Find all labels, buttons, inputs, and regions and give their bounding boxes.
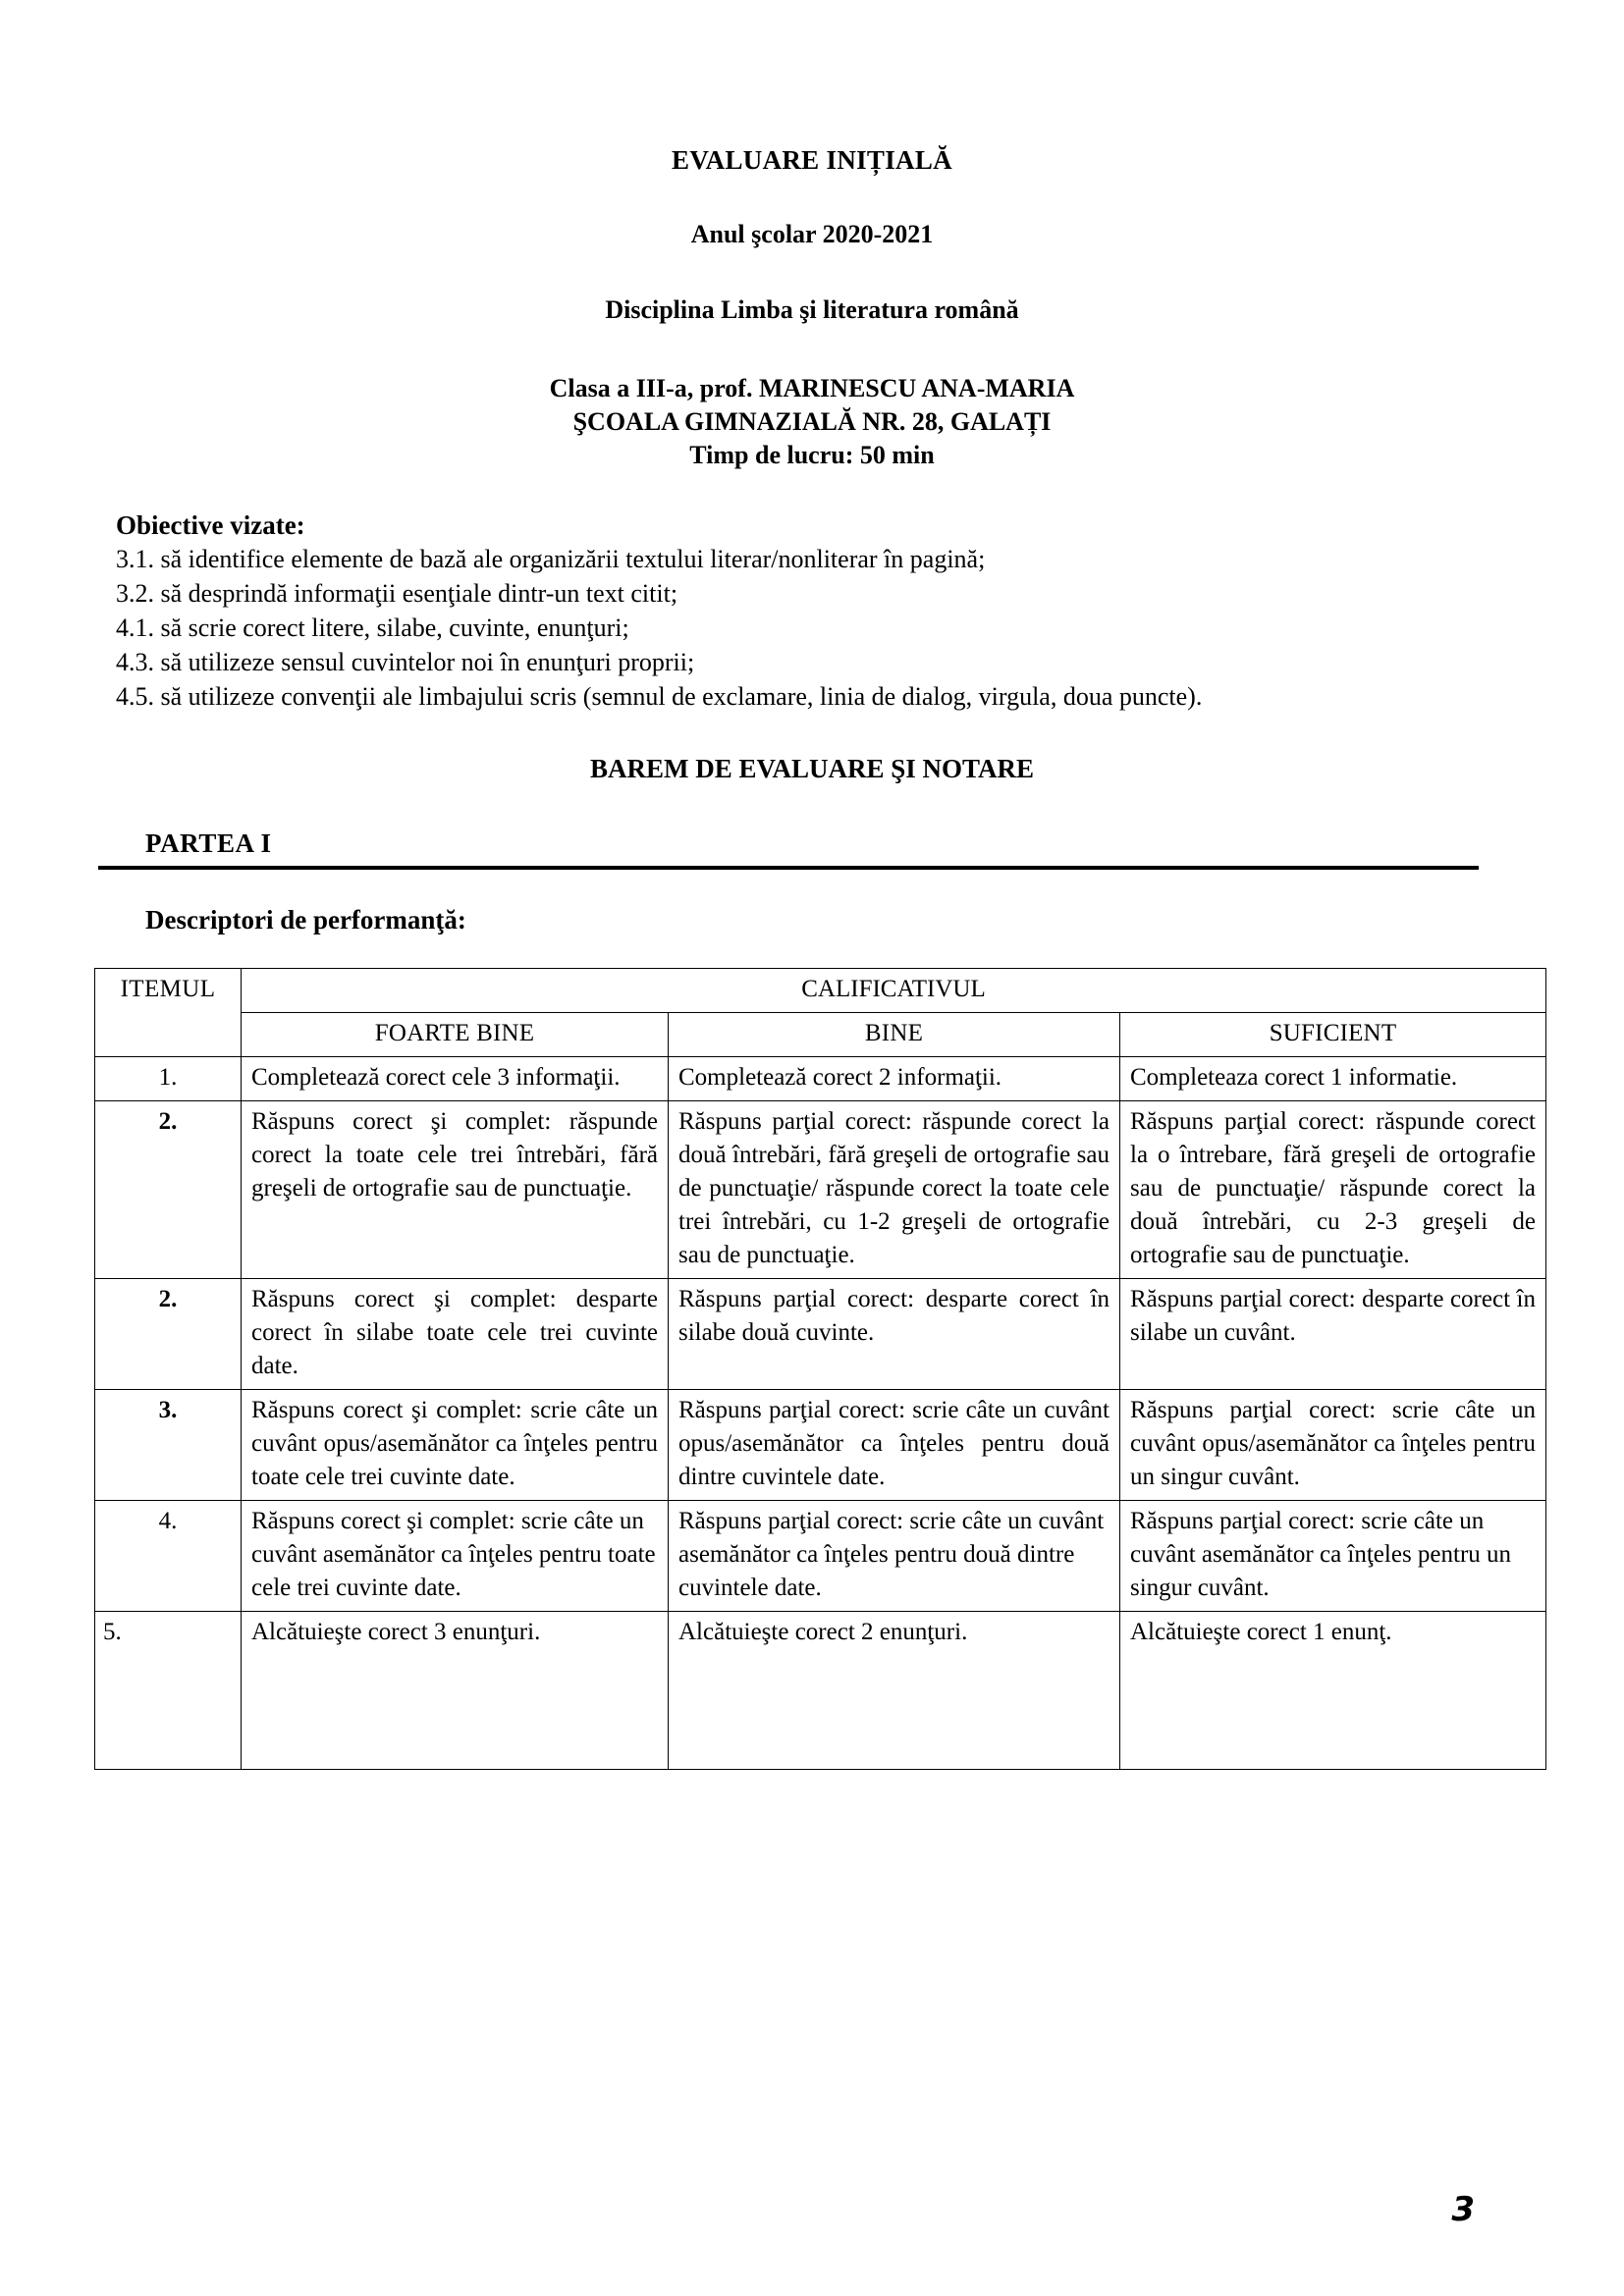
descriptor-bine: Răspuns parţial corect: desparte corect în silabe două cuvinte.: [669, 1279, 1120, 1390]
list-item: 3.2. să desprindă informaţii esenţiale dintr-un text citit;: [116, 579, 678, 609]
list-item: 3.1. să identifice elemente de bază ale organizării textului literar/nonliterar în pagină;: [116, 545, 986, 574]
partea-label: PARTEA I: [145, 828, 272, 859]
barem-table-wrapper: [0, 968, 1624, 1770]
page-title: EVALUARE INIȚIALĂ: [672, 145, 952, 175]
item-number: 4.: [95, 1501, 242, 1612]
column-header-foarte-bine: FOARTE BINE: [242, 1013, 669, 1057]
table-row: [95, 1101, 1546, 1279]
class-teacher-line: Clasa a III-a, prof. MARINESCU ANA-MARIA: [549, 374, 1075, 402]
table-header-row-group: [95, 969, 1546, 1013]
objectives-list: [116, 543, 1526, 715]
table-row: [95, 1612, 1546, 1770]
column-header-bine: BINE: [669, 1013, 1120, 1057]
list-item: 4.1. să scrie corect litere, silabe, cuvinte, enunţuri;: [116, 614, 629, 643]
descriptor-foarte-bine: Completează corect cele 3 informaţii.: [242, 1057, 669, 1101]
list-item: 4.3. să utilizeze sensul cuvintelor noi în enunţuri proprii;: [116, 648, 695, 677]
class-info-group: [0, 325, 1624, 471]
table-row: [95, 1390, 1546, 1501]
item-number: 2.: [95, 1279, 242, 1390]
descriptor-bine: Răspuns parţial corect: răspunde corect la două întrebări, fără greşeli de ortografie sau de punctuaţie/ răspunde corect la toate cele trei întrebări, cu 1-2 greşeli de ortografie sau de punctuaţie.: [669, 1101, 1120, 1279]
column-header-suficient: SUFICIENT: [1120, 1013, 1546, 1057]
table-body: [95, 1057, 1546, 1770]
objectives-title: Obiective vizate:: [116, 510, 305, 541]
descriptor-foarte-bine: Răspuns corect şi complet: scrie câte un cuvânt asemănător ca înţeles pentru toate cele trei cuvinte date.: [242, 1501, 669, 1612]
descriptori-label: Descriptori de performanţă:: [145, 905, 466, 935]
page-number: 3: [1451, 2190, 1475, 2229]
descriptor-foarte-bine: Răspuns corect şi complet: desparte corect în silabe toate cele trei cuvinte date.: [242, 1279, 669, 1390]
school-year-line: Anul şcolar 2020-2021: [690, 220, 934, 248]
descriptor-suficient: Răspuns parţial corect: scrie câte un cuvânt asemănător ca înţeles pentru un singur cuvânt.: [1120, 1501, 1546, 1612]
descriptor-foarte-bine: Alcătuieşte corect 3 enunţuri.: [242, 1612, 669, 1770]
discipline-line: Disciplina Limba şi literatura română: [605, 295, 1019, 324]
table-row: [95, 1501, 1546, 1612]
descriptor-suficient: Răspuns parţial corect: scrie câte un cuvânt opus/asemănător ca înţeles pentru un singur cuvânt.: [1120, 1390, 1546, 1501]
column-header-itemul: ITEMUL: [95, 969, 242, 1057]
table-row: [95, 1057, 1546, 1101]
item-number: 2.: [95, 1101, 242, 1279]
descriptor-bine: Răspuns parţial corect: scrie câte un cuvânt opus/asemănător ca înţeles pentru două dintre cuvintele date.: [669, 1390, 1120, 1501]
barem-table: [94, 968, 1546, 1770]
descriptor-suficient: Răspuns parţial corect: răspunde corect la o întrebare, fără greşeli de ortografie sau de punctuaţie/ răspunde corect la două întrebări, cu 2-3 greşeli de ortografie sau de punctuaţie.: [1120, 1101, 1546, 1279]
item-number: 1.: [95, 1057, 242, 1101]
section-divider: [98, 866, 1479, 870]
table-head: [95, 969, 1546, 1057]
descriptor-bine: Răspuns parţial corect: scrie câte un cuvânt asemănător ca înţeles pentru două dintre cuvintele date.: [669, 1501, 1120, 1612]
partea-section: [0, 828, 1624, 870]
list-item: 4.5. să utilizeze convenţii ale limbajului scris (semnul de exclamare, linia de dialog, virgula, doua puncte).: [116, 682, 1203, 712]
descriptor-foarte-bine: Răspuns corect şi complet: răspunde corect la toate cele trei întrebări, fără greşeli de ortografie sau de punctuaţie.: [242, 1101, 669, 1279]
school-name-line: ŞCOALA GIMNAZIALĂ NR. 28, GALAȚI: [572, 406, 1052, 436]
work-time-line: Timp de lucru: 50 min: [689, 440, 935, 469]
descriptor-bine: Alcătuieşte corect 2 enunţuri.: [669, 1612, 1120, 1770]
descriptor-suficient: Completeaza corect 1 informatie.: [1120, 1057, 1546, 1101]
descriptor-foarte-bine: Răspuns corect şi complet: scrie câte un cuvânt opus/asemănător ca înţeles pentru toate cele trei cuvinte date.: [242, 1390, 669, 1501]
item-number: 5.: [95, 1612, 242, 1770]
descriptor-suficient: Răspuns parţial corect: desparte corect în silabe un cuvânt.: [1120, 1279, 1546, 1390]
document-header: [0, 0, 1624, 471]
item-number: 3.: [95, 1390, 242, 1501]
barem-title: BAREM DE EVALUARE ŞI NOTARE: [589, 754, 1035, 784]
column-header-calificativul: CALIFICATIVUL: [242, 969, 1546, 1013]
objectives-section: [0, 510, 1624, 715]
descriptor-suficient: Alcătuieşte corect 1 enunţ.: [1120, 1612, 1546, 1770]
table-row: [95, 1279, 1546, 1390]
table-header-row-columns: [95, 1013, 1546, 1057]
descriptor-bine: Completează corect 2 informaţii.: [669, 1057, 1120, 1101]
